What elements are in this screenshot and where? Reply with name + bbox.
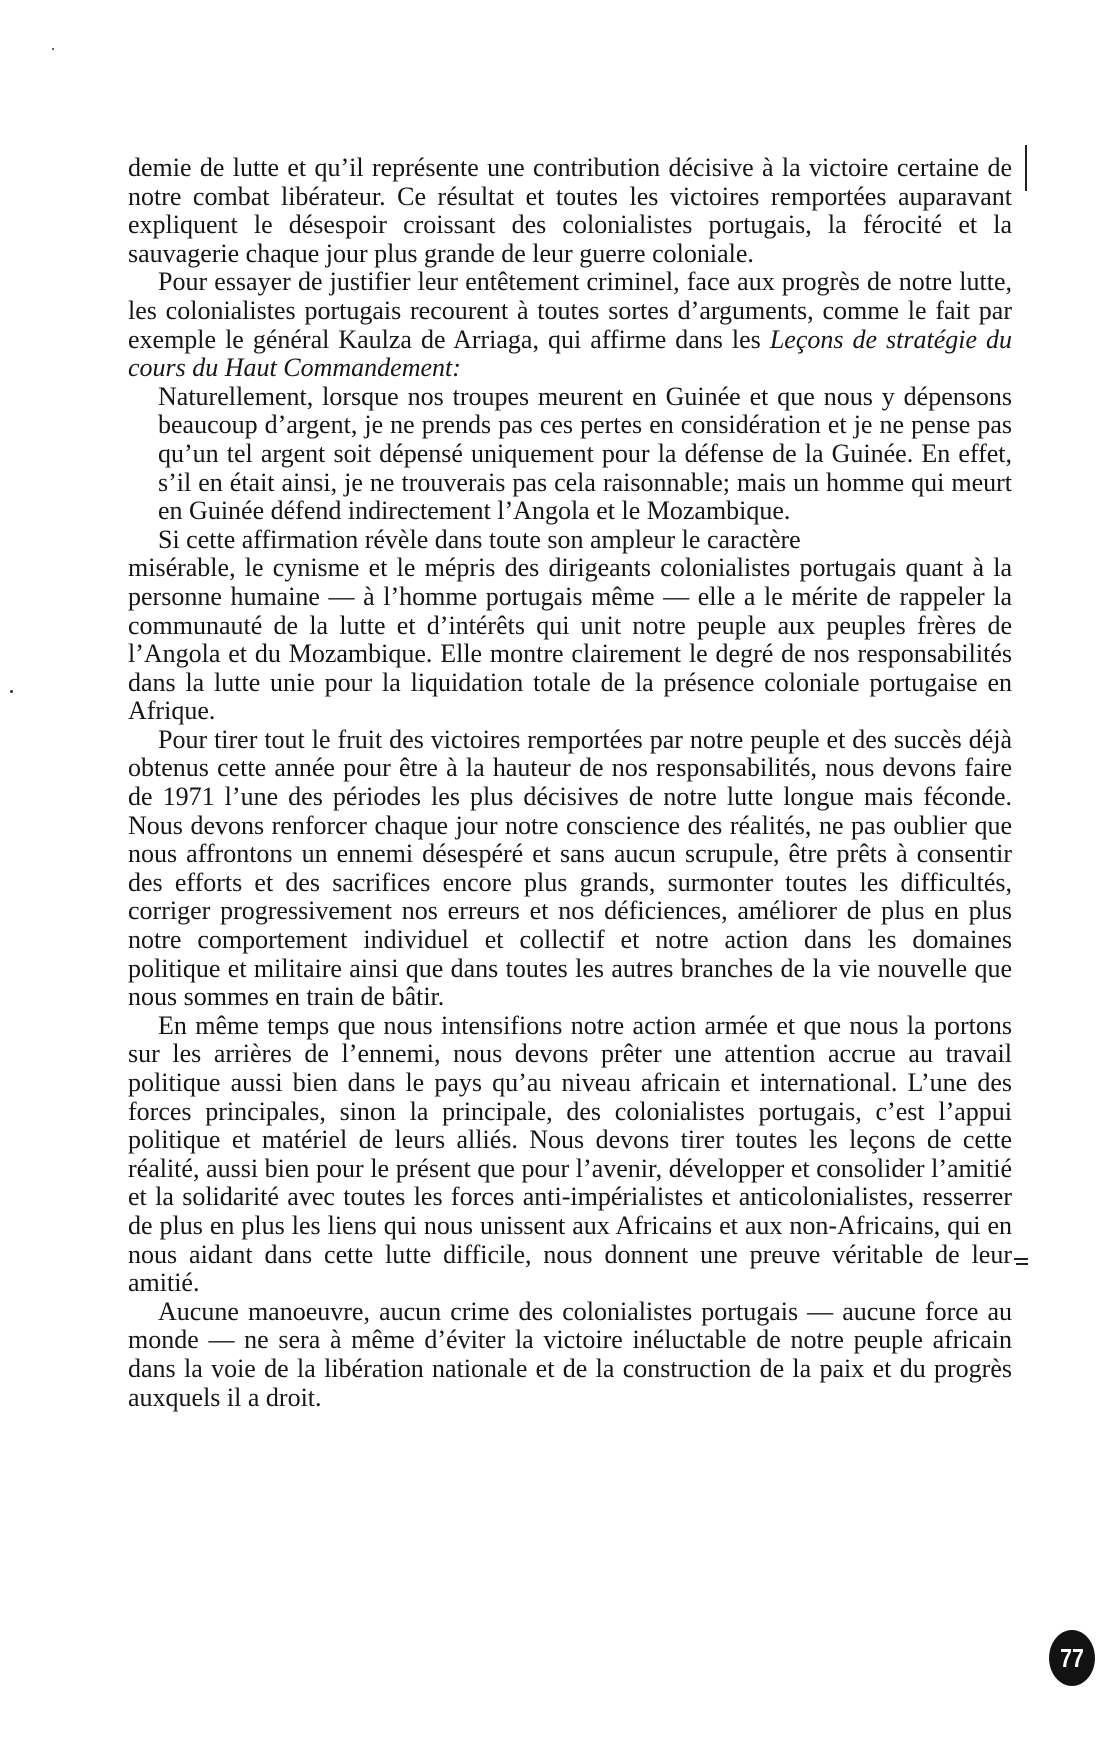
paragraph-continuation: demie de lutte et qu’il représente une contribution décisive à la victoire certaine de notre combat libérateur. Ce résultat et toutes les victoires remportées auparavant expliquent le désespoir croissant des colonialistes portugais, la férocité et la sauvagerie chaque jour plus grande de leur guerre coloniale. [128, 153, 1012, 268]
paragraph-responsibilities: Pour tirer tout le fruit des victoires remportées par notre peuple et des succès déjà obtenus cette année pour être à la hauteur de nos responsabilités, nous devons faire de 1971 l’une des périodes les plus décisives de notre lutte longue mais féconde. Nous devons renforcer chaque jour notre conscience des réalités, ne pas oublier que nous affrontons un ennemi désespéré et sans aucun scrupule, être prêts à consentir des efforts et des sacrifices encore plus grands, surmonter toutes les difficultés, corriger progressivement nos erreurs et nos déficiences, améliorer de plus en plus notre comportement individuel et collectif et notre action dans les domaines politique et militaire ainsi que dans toutes les autres branches de la vie nouvelle que nous sommes en train de bâtir. [128, 724, 1012, 1012]
margin-bar-mark [1025, 145, 1027, 191]
paragraph-commentary-rest: misérable, le cynisme et le mépris des dirigeants colonialistes portugais quant à la personne humaine — à l’homme portugais même — elle a le mérite de rappeler la communauté de la lutte et d’intérêts qui unit notre peuple aux peuples frères de l’Angola et du Mozambique. Elle montre clairement le degré de nos responsabilités dans la lutte unie pour la liquidation totale de la présence coloniale portugaise en Afrique. [128, 553, 1012, 726]
paragraph-political-work: En même temps que nous intensifions notre action armée et que nous la portons sur les arrières de l’ennemi, nous devons prêter une attention accrue au travail politique aussi bien dans le pays qu’au niveau africain et international. L’une des forces principales, sinon la principale, des colonialistes portugais, c’est l’appui politique et matériel de leurs alliés. Nous devons tirer toutes les leçons de cette réalité, aussi bien pour le présent que pour l’avenir, développer et consolider l’amitié et la solidarité avec toutes les forces anti-impérialistes et anticolonialistes, resserrer de plus en plus les liens qui nous unissent aux Africains et aux non-Africains, qui en nous aidant dans cette lutte difficile, nous donnent une preuve véritable de leur amitié. [128, 1010, 1012, 1298]
body-text [128, 154, 1012, 1412]
margin-dash-mark [1014, 1258, 1028, 1260]
paragraph-arguments [128, 268, 1012, 382]
page-number-badge: 77 [1049, 1630, 1095, 1686]
cited-book-title: Leçons de stratégie du cours du Haut Commandement: [128, 324, 1013, 383]
paragraph-arguments-text: Pour essayer de justifier leur entêtement criminel, face aux progrès de notre lutte, les colonialistes portugais recourent à toutes sortes d’arguments, comme le fait par exemple le général Kaulza de Arriaga, qui affirme dans les [128, 267, 1012, 354]
block-quote: Naturellement, lorsque nos troupes meurent en Guinée et que nous y dépensons beaucoup d’argent, je ne prends pas ces pertes en considération et je ne pense pas qu’un tel argent soit dépensé uniquement pour la défense de la Guinée. En effet, s’il en était ainsi, je ne trouverais pas cela raisonnable; mais un homme qui meurt en Guinée défend indirectement l’Angola et le Mozambique. [158, 381, 1012, 526]
ink-speck [10, 690, 13, 693]
margin-dash-mark-lower [1016, 1263, 1028, 1265]
paragraph-commentary-first-line: Si cette affirmation révèle dans toute son ampleur le caractère [158, 524, 801, 554]
ink-speck [52, 48, 54, 50]
paragraph-conclusion: Aucune manoeuvre, aucun crime des colonialistes portugais — aucune force au monde — ne sera à même d’éviter la victoire inéluctable de notre peuple africain dans la voie de la libération nationale et de la construction de la paix et du progrès auxquels il a droit. [128, 1296, 1012, 1412]
paragraph-commentary [128, 526, 1012, 726]
